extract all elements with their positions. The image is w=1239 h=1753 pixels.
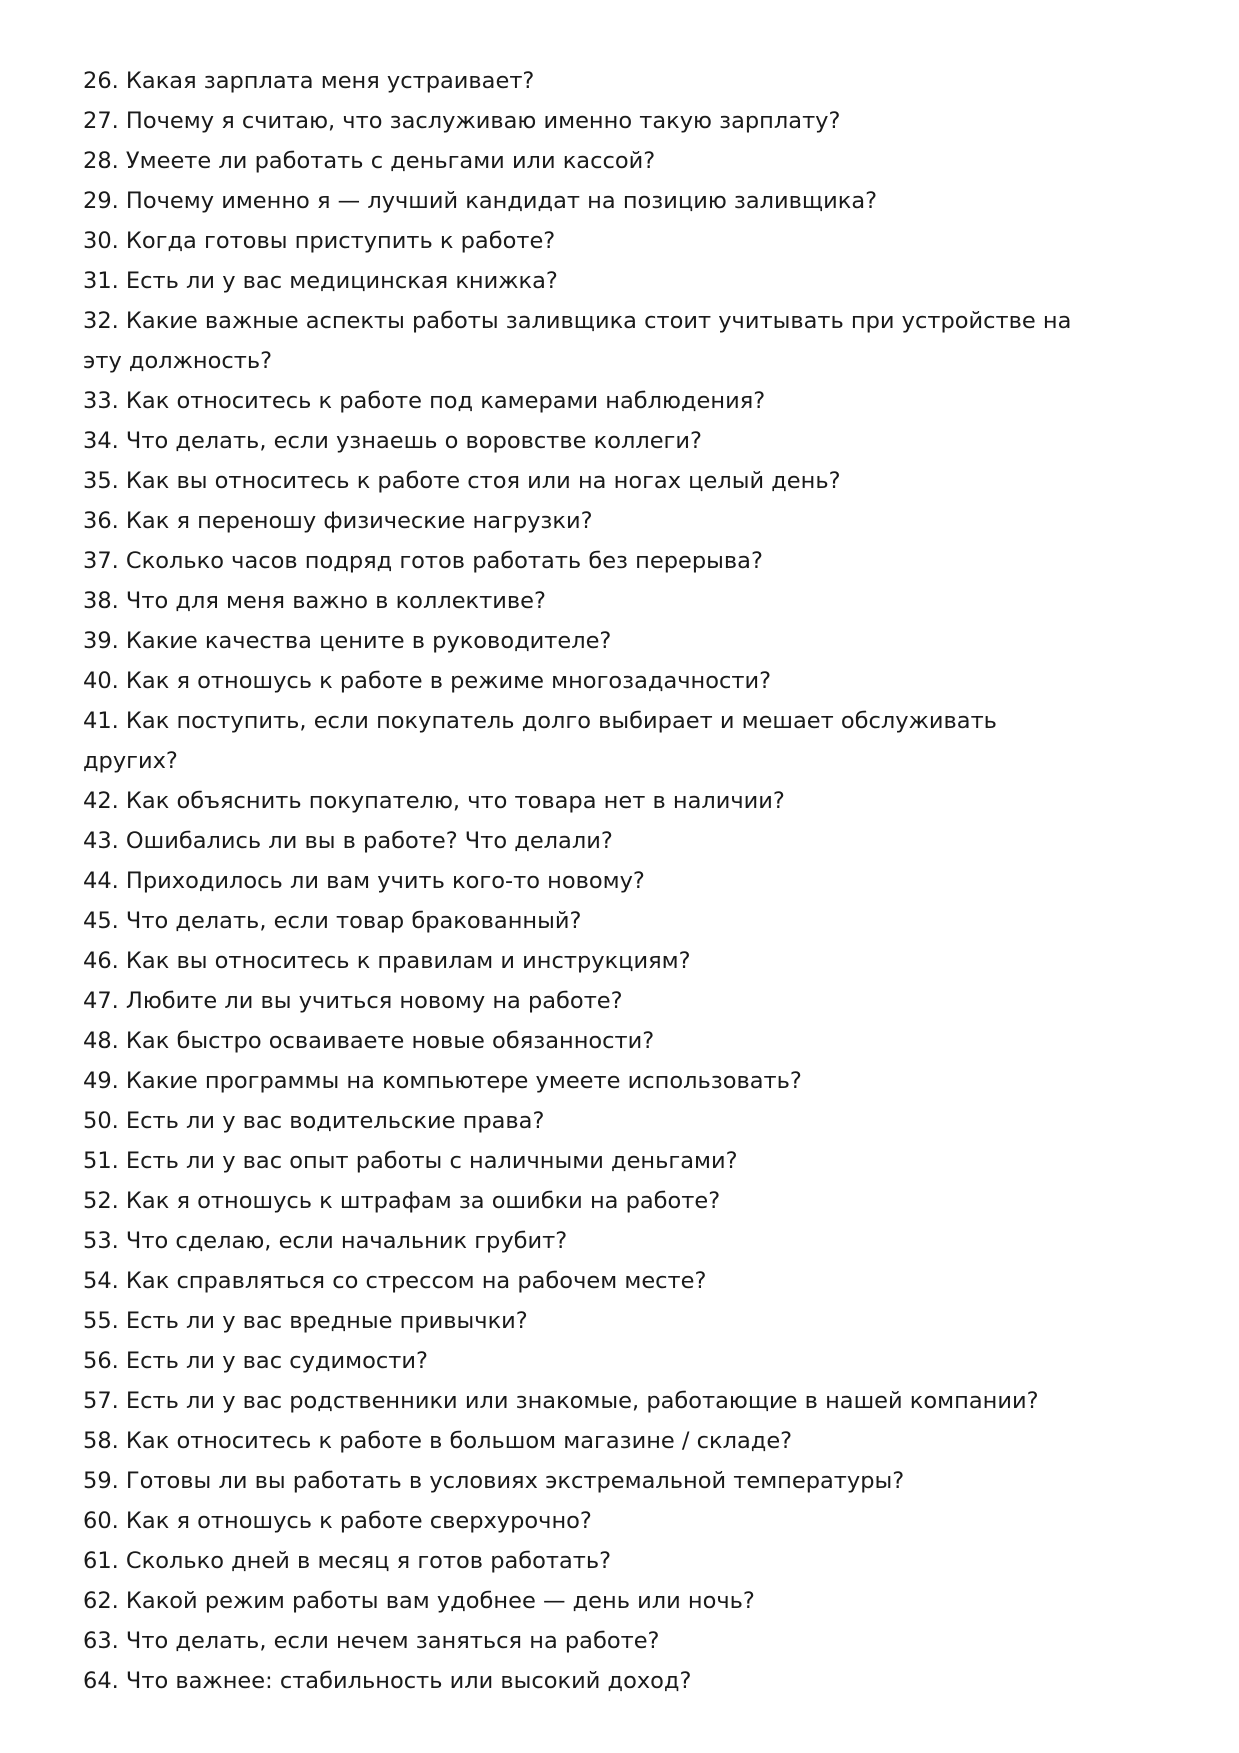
list-item: 27. Почему я считаю, что заслуживаю именно такую зарплату? <box>83 108 841 134</box>
list-item: 26. Какая зарплата меня устраивает? <box>83 68 535 94</box>
list-item: 64. Что важнее: стабильность или высокий доход? <box>83 1668 692 1694</box>
list-item: 57. Есть ли у вас родственники или знакомые, работающие в нашей компании? <box>83 1388 1039 1414</box>
list-item: 44. Приходилось ли вам учить кого-то новому? <box>83 868 645 894</box>
list-item: 42. Как объяснить покупателю, что товара нет в наличии? <box>83 788 785 814</box>
list-item: 49. Какие программы на компьютере умеете использовать? <box>83 1068 802 1094</box>
list-item: 46. Как вы относитесь к правилам и инструкциям? <box>83 948 691 974</box>
list-item: 54. Как справляться со стрессом на рабочем месте? <box>83 1268 707 1294</box>
list-item: 34. Что делать, если узнаешь о воровстве коллеги? <box>83 428 702 454</box>
list-item: 45. Что делать, если товар бракованный? <box>83 908 582 934</box>
list-item: 59. Готовы ли вы работать в условиях экстремальной температуры? <box>83 1468 905 1494</box>
list-item: 61. Сколько дней в месяц я готов работать? <box>83 1548 612 1574</box>
list-item: 47. Любите ли вы учиться новому на работе? <box>83 988 623 1014</box>
list-item: 58. Как относитесь к работе в большом магазине / складе? <box>83 1428 793 1454</box>
list-item: 35. Как вы относитесь к работе стоя или на ногах целый день? <box>83 468 841 494</box>
list-item: 28. Умеете ли работать с деньгами или кассой? <box>83 148 656 174</box>
list-item: 48. Как быстро осваиваете новые обязанности? <box>83 1028 655 1054</box>
list-item: 32. Какие важные аспекты работы заливщика стоит учитывать при устройстве на эту должность? <box>83 308 1072 374</box>
list-item: 33. Как относитесь к работе под камерами наблюдения? <box>83 388 766 414</box>
list-item: 53. Что сделаю, если начальник грубит? <box>83 1228 568 1254</box>
list-item: 31. Есть ли у вас медицинская книжка? <box>83 268 558 294</box>
list-item: 55. Есть ли у вас вредные привычки? <box>83 1308 528 1334</box>
list-item: 29. Почему именно я — лучший кандидат на позицию заливщика? <box>83 188 878 214</box>
list-item: 39. Какие качества цените в руководителе? <box>83 628 612 654</box>
list-item: 36. Как я переношу физические нагрузки? <box>83 508 593 534</box>
list-item: 41. Как поступить, если покупатель долго выбирает и мешает обслуживать других? <box>83 708 997 774</box>
list-item: 60. Как я отношусь к работе сверхурочно? <box>83 1508 592 1534</box>
list-item: 62. Какой режим работы вам удобнее — день или ночь? <box>83 1588 755 1614</box>
list-item: 38. Что для меня важно в коллективе? <box>83 588 546 614</box>
list-item: 30. Когда готовы приступить к работе? <box>83 228 556 254</box>
list-item: 63. Что делать, если нечем заняться на работе? <box>83 1628 660 1654</box>
list-item: 40. Как я отношусь к работе в режиме многозадачности? <box>83 668 772 694</box>
list-item: 52. Как я отношусь к штрафам за ошибки на работе? <box>83 1188 721 1214</box>
list-item: 51. Есть ли у вас опыт работы с наличными деньгами? <box>83 1148 738 1174</box>
list-item: 37. Сколько часов подряд готов работать без перерыва? <box>83 548 763 574</box>
list-item: 56. Есть ли у вас судимости? <box>83 1348 428 1374</box>
question-list <box>83 61 1093 1701</box>
list-item: 50. Есть ли у вас водительские права? <box>83 1108 545 1134</box>
list-item: 43. Ошибались ли вы в работе? Что делали? <box>83 828 613 854</box>
